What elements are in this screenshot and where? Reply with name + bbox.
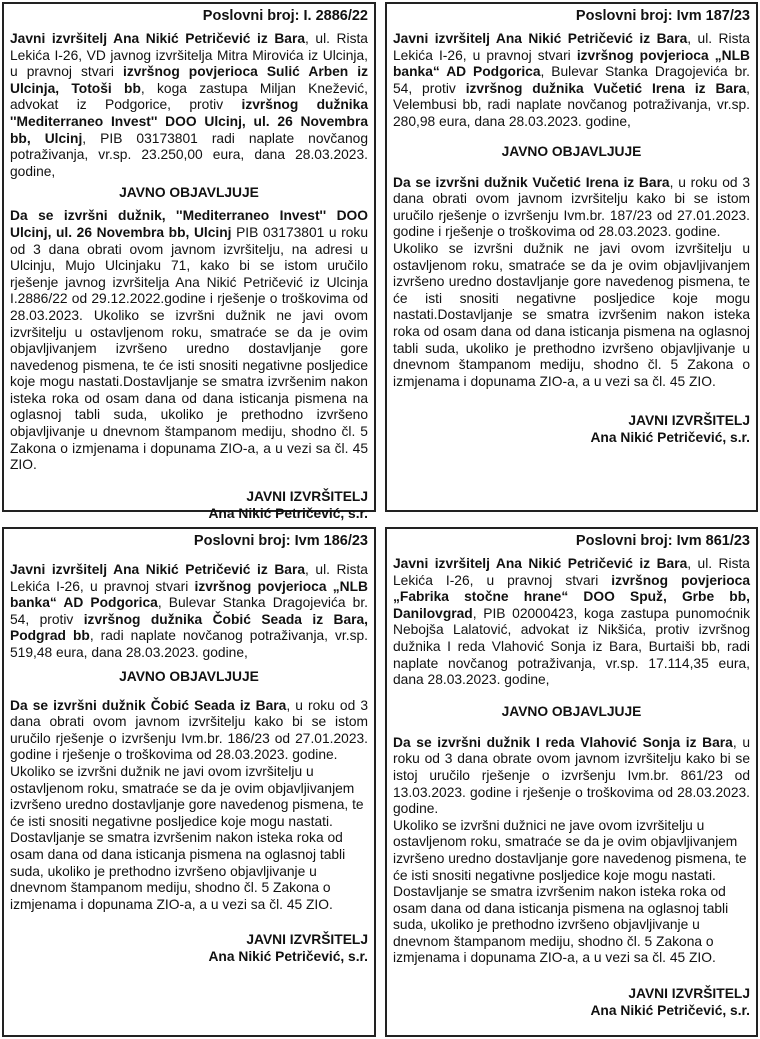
- signature-title: JAVNI IZVRŠITELJ: [628, 413, 750, 429]
- signature-title: JAVNI IZVRŠITELJ: [246, 932, 368, 948]
- signature-name: Ana Nikić Petričević, s.r.: [208, 949, 368, 965]
- intro-segment: izvršnog dužnika ''Mediterraneo Invest'' DOO Ulcinj, ul. 26 Novembra bb, Ulcinj: [10, 97, 368, 146]
- notice-body-final: Dostavljanje se smatra izvršenim nakon isteka roka od osam dana od dana isticanja pismena na oglasnoj tabli suda, ukoliko je prethodno izvršeno objavljivanje u dnevnom štampanom mediju, shodno čl. 5 Zakona o izmjenama i dopunama ZIO-a, a u vezi sa čl. 45 ZIO.: [393, 884, 729, 966]
- signature-title: JAVNI IZVRŠITELJ: [628, 986, 750, 1002]
- notice-body: [10, 208, 368, 474]
- body-segment: Da se izvršni dužnik Vučetić Irena iz Bara: [393, 174, 670, 190]
- signature: [393, 412, 750, 446]
- notice-intro: [10, 562, 368, 662]
- intro-segment: izvršnog dužnika Vučetić Irena iz Bara: [465, 80, 747, 96]
- intro-segment: izvršnog povjerioca „NLB banka“ AD Podgorica: [10, 578, 368, 611]
- notice-intro: [10, 31, 368, 180]
- notice-2: [385, 2, 758, 512]
- body-segment: Da se izvršni dužnik I reda Vlahović Sonja iz Bara: [393, 734, 733, 750]
- notice-heading: JAVNO OBJAVLJUJE: [119, 185, 259, 201]
- intro-segment: , ul. Rista Lekića I-26, u pravnoj stvari: [393, 31, 750, 63]
- signature: [393, 985, 750, 1019]
- notice-body-final: Dostavljanje se smatra izvršenim nakon isteka roka od osam dana od dana isticanja pismena na oglasnoj tabli suda, ukoliko je prethodno izvršeno objavljivanje u dnevnom štampanom mediju, shodno čl. 5 Zakona o izmjenama i dopunama ZIO-a, a u vezi sa čl. 45 ZIO.: [10, 830, 346, 912]
- intro-segment: izvršnog dužnika Čobić Seada iz Bara, Podgrad bb: [10, 611, 368, 644]
- notice-body: [393, 175, 750, 241]
- intro-segment: Javni izvršitelj Ana Nikić Petričević iz Bara: [393, 556, 688, 571]
- intro-segment: izvršnog povjerioca „NLB banka“ AD Podgorica: [393, 47, 750, 80]
- notice-intro: [393, 31, 750, 131]
- intro-segment: izvršnog povjerioca „Fabrika stočne hrane“ DOO Spuž, Grbe bb, Danilovgrad: [393, 572, 751, 621]
- intro-segment: , Bulevar Stanka Dragojevića br. 54, protiv: [10, 595, 368, 627]
- notice-body: [393, 735, 750, 818]
- intro-segment: , ul. Rista Lekića I-26, u pravnoj stvari: [393, 556, 750, 588]
- intro-segment: Javni izvršitelj Ana Nikić Petričević iz Bara: [10, 31, 306, 46]
- intro-segment: , PIB 02000423, koga zastupa punomoćnik Nebojša Lalatović, advokat iz Nikšića, protiv izvršnog dužnika I reda Vlahović Sonja iz Bara, Burtaiši bb, radi naplate novčanog potraživanja, vr.sp. 17.114,35 eura, dana 28.03.2023. godine,: [393, 605, 750, 688]
- body-segment: , u roku od 3 dana obrati ovom javnom izvršitelju kako bi se istom uručilo rješenje o izvršenju Ivm.br. 186/23 od 27.01.2023. godine i rješenje o troškovima od 28.03.2023. godine.: [10, 697, 368, 763]
- intro-segment: , Velembusi bb, radi naplate novčanog potraživanja, vr.sp. 280,98 eura, dana 28.03.2023. godine,: [393, 80, 750, 129]
- intro-segment: , radi naplate novčanog potraživanja, vr.sp. 519,48 eura, dana 28.03.2023. godine,: [10, 628, 368, 660]
- case-number: Poslovni broj: Ivm 187/23: [575, 8, 750, 24]
- body-segment: , u roku od 3 dana obrate ovom javnom izvršitelju kako bi se istoj uručilo rješenje o izvršenju Ivm.br. 861/23 od 13.03.2023. godine i rješenje o troškovima od 28.03.2023. godine.: [393, 734, 750, 817]
- notice-1: [2, 2, 376, 521]
- notice-heading: JAVNO OBJAVLJUJE: [501, 703, 642, 719]
- intro-segment: , ul. Rista Lekića I-26, VD javnog izvršitelja Mitra Mirovića iz Ulcinja, u pravnoj stvari: [10, 31, 368, 80]
- notice-3: [2, 527, 376, 1037]
- body-segment: Da se izvršni dužnik Čobić Seada iz Bara: [10, 697, 287, 713]
- signature-name: Ana Nikić Petričević, s.r.: [590, 430, 750, 446]
- signature: [10, 488, 368, 522]
- intro-segment: Javni izvršitelj Ana Nikić Petričević iz Bara: [10, 562, 306, 577]
- intro-segment: Javni izvršitelj Ana Nikić Petričević iz Bara: [393, 31, 688, 46]
- case-number: Poslovni broj: Ivm 861/23: [575, 533, 750, 549]
- notice-body: [10, 698, 368, 764]
- intro-segment: , PIB 03173801 radi naplate novčanog potraživanja, vr.sp. 23.250,00 eura, dana 28.03.2023. godine,: [10, 130, 369, 179]
- intro-segment: izvršnog povjerioca Sulić Arben iz Ulcinja, Totoši bb: [10, 64, 368, 96]
- intro-segment: , koga zastupa Miljan Knežević, advokat iz Podgorice, protiv: [10, 80, 369, 113]
- intro-segment: , ul. Rista Lekića I-26, u pravnoj stvari: [10, 562, 368, 594]
- body-segment: , u roku od 3 dana obrati ovom javnom izvršitelju kako bi se istom uručilo rješenje o izvršenju Ivm.br. 187/23 od 27.01.2023. godine i rješenje o troškovima od 28.03.2023. godine.: [393, 174, 750, 240]
- notice-body-continued: Ukoliko se izvršni dužnici ne jave ovom izvršitelju u ostavljenom roku, smatraće se da je ovim objavljivanjem izvršeno uredno dostavljanje gore navedenog pismena, te će isti snositi negativne posljedice koje mogu nastati.: [393, 817, 747, 883]
- body-segment: PIB 03173801 u roku od 3 dana obrati ovom javnom izvršitelju, na adresi u Ulcinju, Mujo Ulcinjaku 71, kako bi se istom uručilo rješenje javnog izvršitelja Ana Nikić Petričević iz Ulcinja I.2886/22 od 29.12.2022.godine i rješenje o troškovima od 28.03.2023. Ukoliko se izvršni dužnik ne javi ovom izvršitelju u ostavljenom roku, smatraće se da je ovim objavljivanjem izvršeno uredno dostavljanje gore navedenog pismena, te će isti snositi negativne posljedice koje mogu nastati.Dostavljanje se smatra izvršenim nakon isteka roka od osam dana od dana isticanja pismena na oglasnoj tabli suda, ukoliko je prethodno izvršeno objavljivanje u dnevnom štampanom mediju, shodno čl. 5 Zakona o izmjenama i dopunama ZIO-a, a u vezi sa čl. 45 ZIO.: [10, 224, 369, 473]
- signature-name: Ana Nikić Petričević, s.r.: [590, 1003, 750, 1019]
- case-number: Poslovni broj: Ivm 186/23: [193, 533, 368, 549]
- notice-body-continued: Ukoliko se izvršni dužnik ne javi ovom izvršitelju u ostavljenom roku, smatraće se da je ovim objavljivanjem izvršeno uredno dostavljanje gore navedenog pismena, te će isti snositi negativne posljedice koje mogu nastati.Dostavljanje se smatra izvršenim nakon isteka roka od osam dana od dana isticanja pismena na oglasnoj tabli suda, ukoliko je prethodno izvršeno objavljivanje u dnevnom štampanom mediju, shodno čl. 5 Zakona o izmjenama i dopunama ZIO-a, a u vezi sa čl. 45 ZIO.: [393, 240, 750, 389]
- notice-intro: [393, 556, 750, 689]
- intro-segment: , Bulevar Stanka Dragojevića br. 54, protiv: [393, 64, 750, 96]
- case-number: Poslovni broj: I. 2886/22: [202, 8, 368, 24]
- notice-body-continued: Ukoliko se izvršni dužnik ne javi ovom izvršitelju u ostavljenom roku, smatraće se da je ovim objavljivanjem izvršeno uredno dostavljanje gore navedenog pismena, te će isti snositi negativne posljedice koje mogu nastati.: [10, 763, 364, 829]
- signature: [10, 931, 368, 965]
- notice-4: [385, 527, 758, 1037]
- notice-heading: JAVNO OBJAVLJUJE: [501, 143, 642, 159]
- body-segment: Da se izvršni dužnik, ''Mediterraneo Invest'' DOO Ulcinj, ul. 26 Novembra bb, Ulcinj: [10, 208, 368, 240]
- signature-title: JAVNI IZVRŠITELJ: [246, 488, 368, 504]
- signature-name: Ana Nikić Petričević, s.r.: [208, 505, 368, 521]
- notice-heading: JAVNO OBJAVLJUJE: [119, 668, 259, 684]
